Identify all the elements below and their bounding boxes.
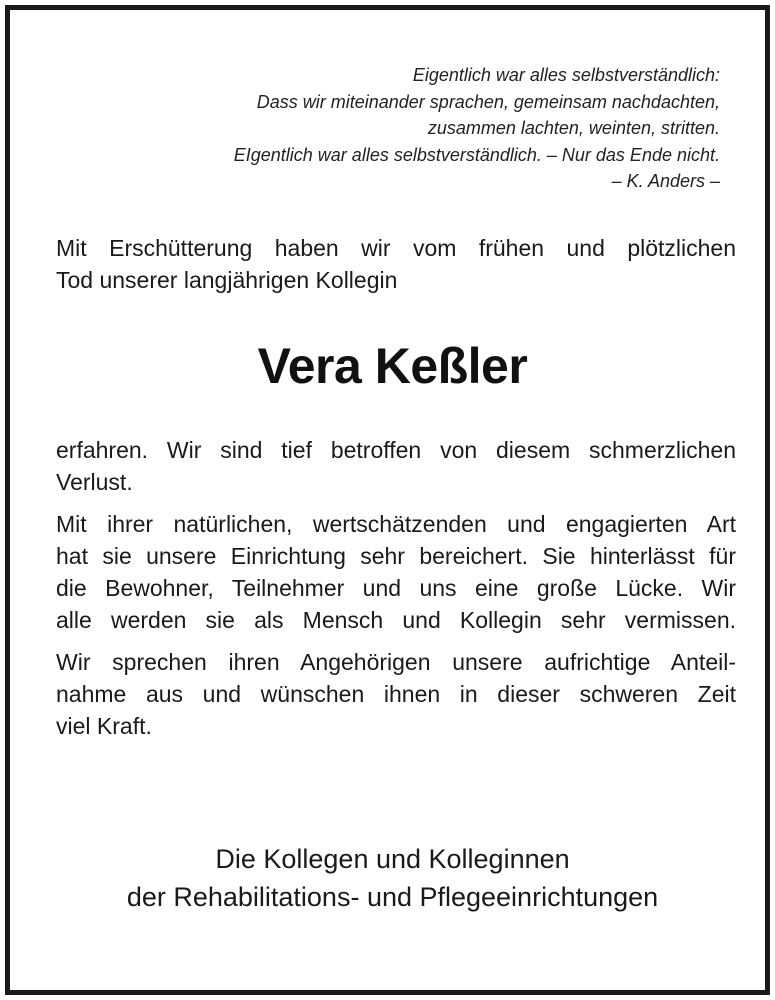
paragraph-condolence-1	[56, 434, 736, 498]
body-line: hat sie unsere Einrichtung sehr bereichert. Sie hinterlässt für	[56, 543, 736, 569]
signature-block	[10, 840, 775, 916]
quote-line: Dass wir miteinander sprachen, gemeinsam nachdachten,	[256, 91, 720, 112]
body-line: alle werden sie als Mensch und Kollegin sehr vermissen.	[56, 607, 736, 633]
body-line: die Bewohner, Teilnehmer und uns eine große Lücke. Wir	[56, 575, 736, 601]
quote-line: zusammen lachten, weinten, stritten.	[427, 118, 720, 138]
paragraph-sympathy	[56, 646, 736, 742]
quote-author: – K. Anders –	[611, 171, 720, 191]
body-line: nahme aus und wünschen ihnen in dieser schweren Zeit	[56, 681, 736, 707]
quote-line: EIgentlich war alles selbstverständlich. – Nur das Ende nicht.	[233, 144, 720, 165]
paragraph-tribute	[56, 508, 736, 636]
body-line: viel Kraft.	[56, 713, 152, 739]
intro-line: Tod unserer langjährigen Kollegin	[56, 267, 398, 293]
intro-text	[56, 232, 736, 296]
deceased-name: Vera Keßler	[257, 338, 528, 394]
signature-line: der Rehabilitations- und Pflegeeinrichtungen	[126, 882, 659, 912]
body-line: Mit ihrer natürlichen, wertschätzenden und engagierten Art	[56, 511, 736, 537]
body-line: Verlust.	[56, 469, 133, 495]
body-text	[56, 434, 736, 752]
quote-line: Eigentlich war alles selbstverständlich:	[412, 65, 720, 85]
obituary-frame	[5, 5, 770, 995]
body-line: Wir sprechen ihren Angehörigen unsere aufrichtige Anteil-	[56, 649, 736, 675]
signature-line: Die Kollegen und Kolleginnen	[215, 844, 570, 874]
intro-line: Mit Erschütterung haben wir vom frühen und plötzlichen	[56, 235, 736, 261]
epigraph-quote	[100, 62, 720, 195]
body-line: erfahren. Wir sind tief betroffen von diesem schmerzlichen	[56, 437, 736, 463]
